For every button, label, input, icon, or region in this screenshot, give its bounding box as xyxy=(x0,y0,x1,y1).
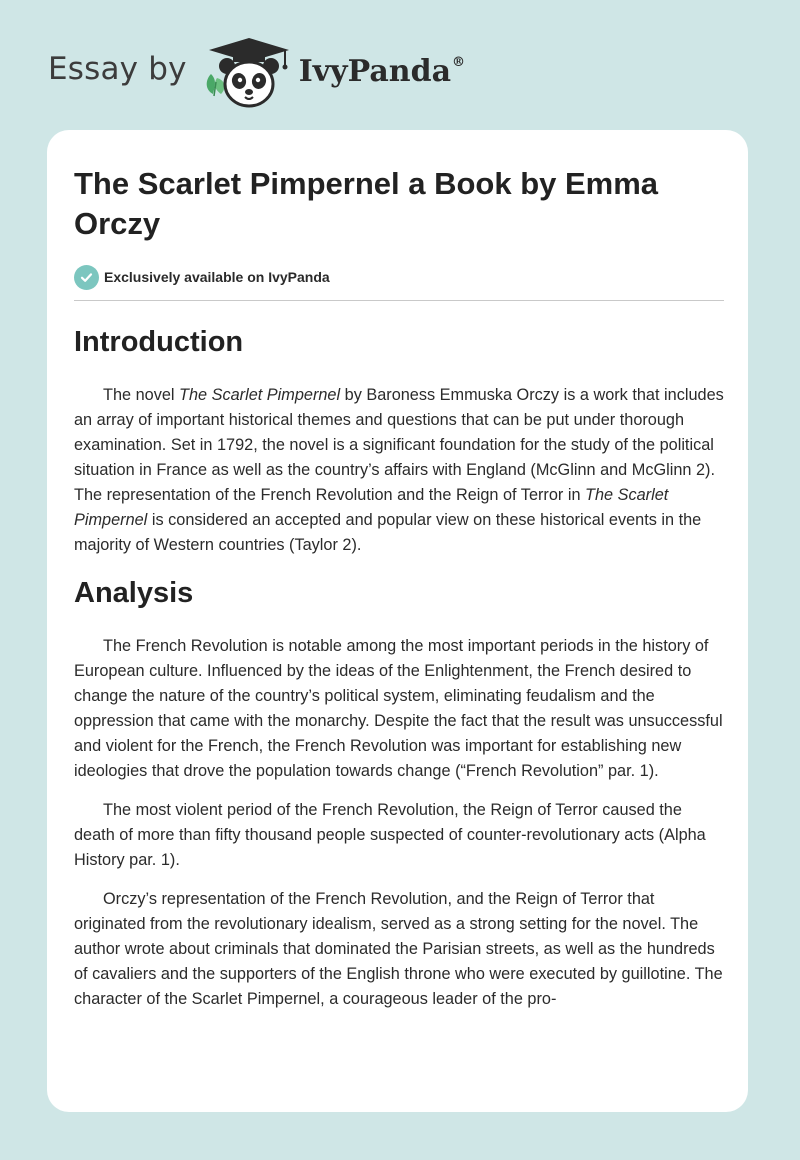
brand-name[interactable]: IvyPanda® xyxy=(298,53,466,89)
analysis-paragraph: The French Revolution is notable among the most important periods in the history of European culture. Influenced by the ideas of the Enlightenment, the French desired to change the nature of the country’s political system, eliminating feudalism and the oppression that came with the monarchy. Despite the fact that the result was unsuccessful and violent for the French, the French Revolution was important for establishing new ideologies that drove the population towards change (“French Revolution” par. 1). xyxy=(74,637,723,780)
site-header xyxy=(48,34,465,110)
book-title: The Scarlet Pimpernel xyxy=(74,486,669,529)
essay-by-label: Essay by xyxy=(48,51,187,87)
panda-graduate-icon xyxy=(201,34,297,110)
section-heading-introduction: Introduction xyxy=(74,326,244,358)
exclusive-text: Exclusively available on IvyPanda xyxy=(104,269,330,285)
page-title: The Scarlet Pimpernel a Book by Emma Orczy xyxy=(74,166,659,241)
registered-mark: ® xyxy=(452,54,466,70)
analysis-paragraph: The most violent period of the French Revolution, the Reign of Terror caused the death of more than fifty thousand people suspected of counter-revolutionary acts (Alpha History par. 1). xyxy=(74,801,706,869)
section-heading-analysis: Analysis xyxy=(74,577,194,609)
essay-card xyxy=(47,130,748,1112)
divider xyxy=(74,300,724,301)
check-circle-icon xyxy=(74,265,99,290)
intro-paragraph: The novel The Scarlet Pimpernel by Baroness Emmuska Orczy is a work that includes an array of important historical themes and questions that can be put under thorough examination. Set in 1792, the novel is a significant foundation for the study of the political situation in France as well as the country’s affairs with England (McGlinn and McGlinn 2). The representation of the French Revolution and the Reign of Terror in The Scarlet Pimpernel is considered an accepted and popular view on these historical events in the majority of Western countries (Taylor 2). xyxy=(74,386,724,554)
analysis-paragraph: Orczy’s representation of the French Revolution, and the Reign of Terror that originated from the revolutionary idealism, served as a strong setting for the novel. The author wrote about criminals that dominated the Parisian streets, as well as the hundreds of cavaliers and the supporters of the English throne who were executed by guillotine. The character of the Scarlet Pimpernel, a courageous leader of the pro- xyxy=(74,890,723,1008)
exclusive-badge xyxy=(74,264,724,290)
book-title: The Scarlet Pimpernel xyxy=(179,386,341,404)
